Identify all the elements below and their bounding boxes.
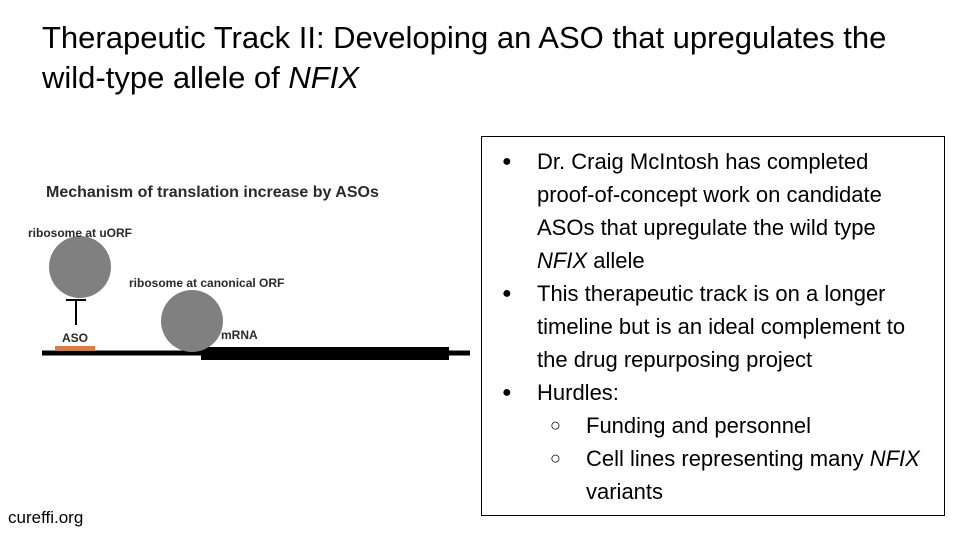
summary-box [481, 136, 945, 516]
bullet-item-proof-of-concept [500, 145, 930, 277]
sub-bullet-funding [500, 409, 930, 442]
source-credit: cureffi.org [8, 508, 84, 527]
canonical-orf-block [201, 347, 449, 360]
bullet-text: Hurdles: [537, 380, 619, 405]
bullet-text: Dr. Craig McIntosh has completed proof-of-concept work on candidate ASOs that upregulate the wild type [537, 149, 882, 240]
diagram-heading: Mechanism of translation increase by ASOs [46, 184, 379, 201]
slide-title-text: Therapeutic Track II: Developing an ASO that upregulates the wild-type allele of [42, 20, 887, 95]
bullet-text: Funding and personnel [586, 413, 812, 438]
aso-label: ASO [62, 331, 89, 345]
slide-title-gene: NFIX [288, 60, 360, 95]
ribosome-canonical-label: ribosome at canonical ORF [129, 276, 285, 290]
bullet-text-end: allele [587, 248, 645, 273]
sub-bullet-marker: ○ [550, 448, 561, 468]
sub-bullet-cell-lines [500, 442, 930, 508]
bullet-marker: ● [502, 384, 512, 401]
bullet-item-timeline [500, 277, 930, 376]
aso-strand [55, 346, 95, 351]
ribosome-uorf [49, 236, 111, 298]
bullet-text: Cell lines representing many [586, 446, 870, 471]
ribosome-uorf-label: ribosome at uORF [28, 226, 133, 240]
aso-mechanism-diagram [0, 170, 480, 370]
bullet-list [500, 145, 930, 508]
bullet-gene: NFIX [537, 248, 588, 273]
slide-title [42, 18, 942, 98]
bullet-text: This therapeutic track is on a longer timeline but is an ideal complement to the drug repurposing project [537, 281, 906, 372]
bullet-marker: ● [502, 285, 512, 302]
bullet-text-end: variants [586, 479, 664, 504]
bullet-gene: NFIX [869, 446, 920, 471]
sub-bullet-marker: ○ [550, 415, 561, 435]
mrna-label: mRNA [221, 328, 258, 342]
ribosome-canonical-orf [161, 290, 223, 352]
bullet-marker: ● [502, 153, 512, 170]
bullet-item-hurdles [500, 376, 930, 409]
